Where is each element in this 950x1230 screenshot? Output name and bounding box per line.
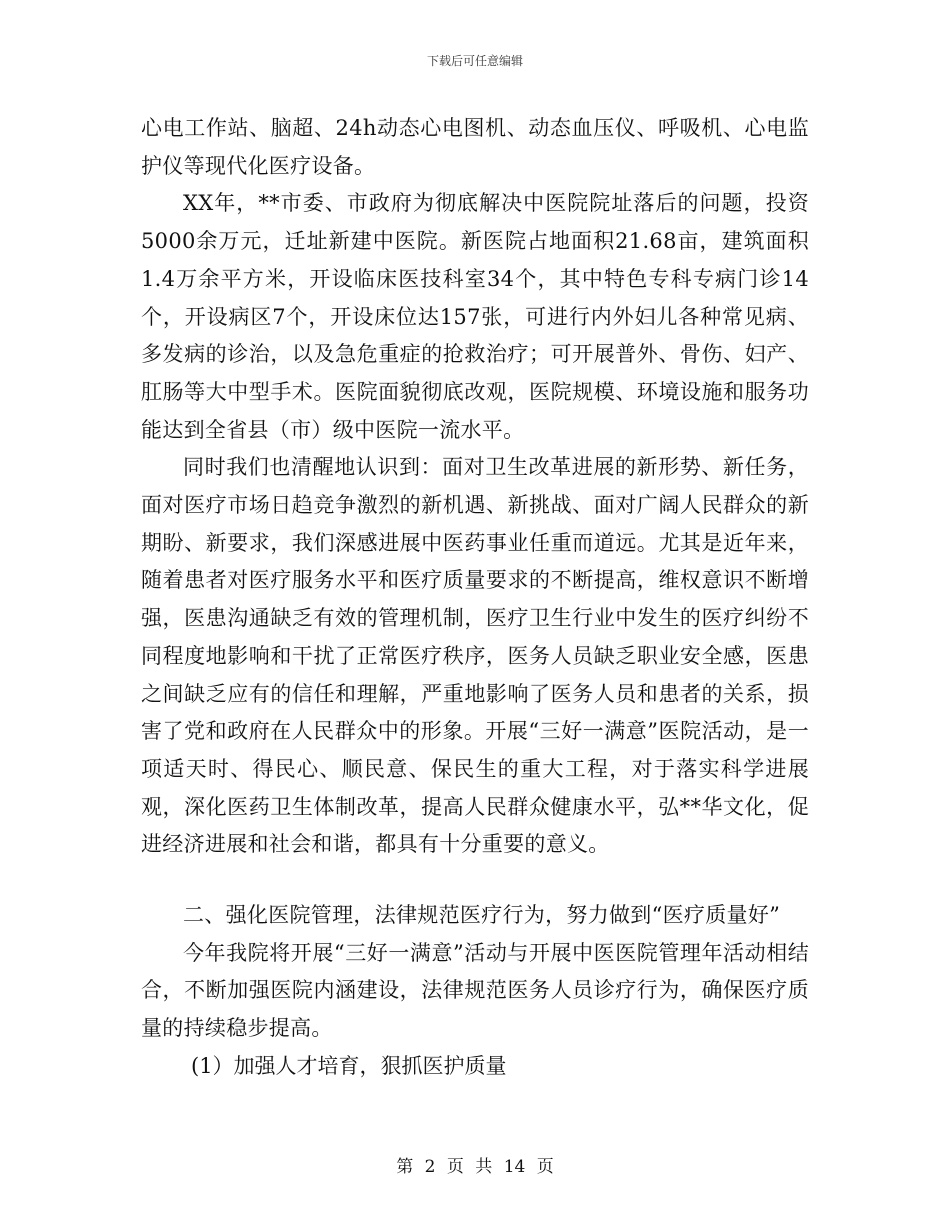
page-number: 第 2 页 共 14 页 — [396, 1157, 554, 1177]
paragraph-equipment: 心电工作站、脑超、24h动态心电图机、动态血压仪、呼吸机、心电监护仪等现代化医疗设备。 — [141, 116, 809, 178]
page-header-note: 下载后可任意编辑 — [426, 54, 523, 68]
paragraph-awareness: 同时我们也清醒地认识到：面对卫生改革进展的新形势、新任务，面对医疗市场日趋竞争激烈的新机遇、新挑战、面对广阔人民群众的新期盼、新要求，我们深感进展中医药事业任重而道远。尤其是近年来，随着患者对医疗服务水平和医疗质量要求的不断提高，维权意识不断增强，医患沟通缺乏有效的管理机制，医疗卫生行业中发生的医疗纠纷不同程度地影响和干扰了正常医疗秩序，医务人员缺乏职业安全感，医患之间缺乏应有的信任和理解，严重地影响了医务人员和患者的关系，损害了党和政府在人民群众中的形象。开展“三好一满意”医院活动，是一项适天时、得民心、顺民意、保民生的重大工程，对于落实科学进展观，深化医药卫生体制改革，提高人民群众健康水平，弘**华文化，促进经济进展和社会和谐，都具有十分重要的意义。 — [141, 455, 809, 857]
document-body — [141, 110, 809, 1086]
paragraph-management-year: 今年我院将开展“三好一满意”活动与开展中医医院管理年活动相结合，不断加强医院内涵建设，法律规范医务人员诊疗行为，确保医疗质量的持续稳步提高。 — [141, 940, 809, 1041]
section-heading: 二、强化医院管理，法律规范医疗行为，努力做到“医疗质量好” — [183, 903, 781, 928]
paragraph-new-hospital: XX年，**市委、市政府为彻底解决中医院院址落后的问题，投资5000余万元，迁址新建中医院。新医院占地面积21.68亩，建筑面积1.4万余平方米，开设临床医技科室34个，其中特色专科专病门诊14个，开设病区7个，开设床位达157张，可进行内外妇儿各种常见病、多发病的诊治，以及急危重症的抢救治疗；可开展普外、骨伤、妇产、肛肠等大中型手术。医院面貌彻底改观，医院规模、环境设施和服务功能达到全省县（市）级中医院一流水平。 — [141, 191, 809, 442]
sub-heading-talent: (1）加强人才培育，狠抓医护质量 — [191, 1053, 507, 1078]
